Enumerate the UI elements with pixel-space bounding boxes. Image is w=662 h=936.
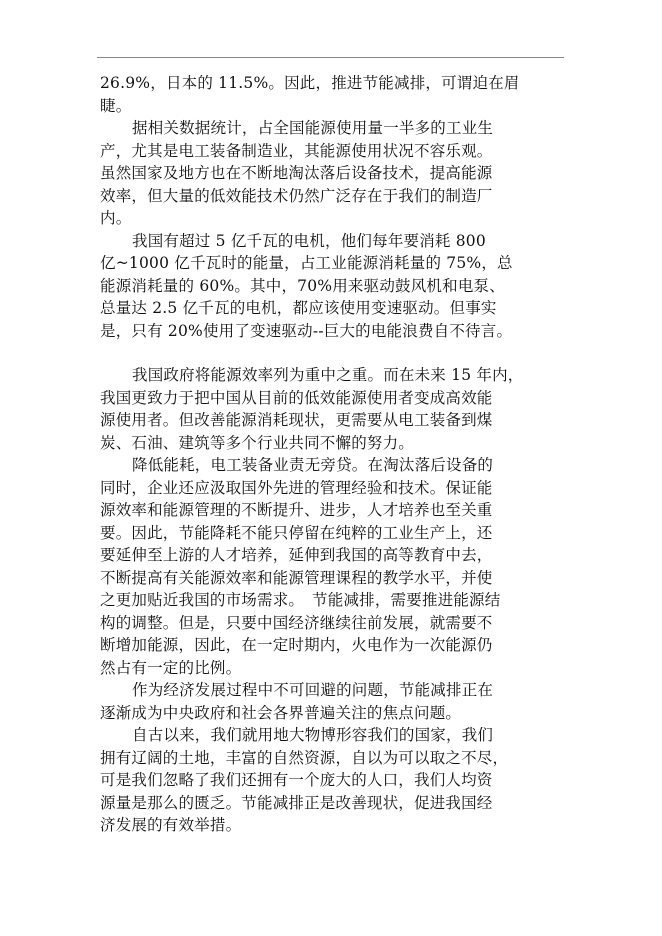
text-line: 不断提高有关能源效率和能源管理课程的教学水平，并使	[100, 568, 493, 587]
text-line: 总量达 2.5 亿千瓦的电机，都应该使用变速驱动。但事实	[100, 299, 497, 317]
text-line: 可是我们忽略了我们还拥有一个庞大的人口，我们人均资	[100, 771, 493, 789]
text-line: 内。	[100, 209, 132, 227]
text-line: 要。因此，节能降耗不能只停留在纯粹的工业生产上，还	[100, 523, 493, 542]
text-line: 构的调整。但是，只要中国经济继续往前发展，就需要不	[100, 613, 493, 632]
text-line: 能源消耗量的 60%。其中，70%用来驱动鼓风机和电泵、	[100, 276, 505, 295]
text-line: 亿~1000 亿千瓦时的能量，占工业能源消耗量的 75%，总	[100, 254, 513, 272]
header-rule	[97, 57, 564, 58]
text-line: 源效率和能源管理的不断提升、进步，人才培养也至关重	[100, 501, 493, 519]
text-line: 拥有辽阔的土地，丰富的自然资源，自以为可以取之不尽，	[100, 748, 509, 767]
text-line: 产，尤其是电工装备制造业，其能源使用状况不容乐观。	[100, 141, 493, 160]
text-line: 要延伸至上游的人才培养，延伸到我国的高等教育中去，	[100, 546, 493, 564]
text-line: 逐渐成为中央政府和社会各界普遍关注的焦点问题。	[100, 703, 462, 722]
text-line: 睫。	[100, 96, 132, 115]
paragraph-start: 自古以来，我们就用地大物博形容我们的国家，我们	[132, 726, 494, 744]
text-line: 是，只有 20%使用了变速驱动--巨大的电能浪费自不待言。	[100, 321, 513, 340]
paragraph-start: 据相关数据统计，占全国能源使用量一半多的工业生	[132, 119, 494, 137]
text-line: 虽然国家及地方也在不断地淘汰落后设备技术，提高能源	[100, 164, 493, 182]
text-line: 断增加能源，因此，在一定时期内，火电作为一次能源仍	[100, 636, 493, 654]
text-line: 26.9%，日本的 11.5%。因此，推进节能减排，可谓迫在眉	[100, 74, 520, 92]
text-line: 我国更致力于把中国从目前的低效能源使用者变成高效能	[100, 388, 493, 407]
text-line: 然占有一定的比例。	[100, 658, 242, 677]
paragraph-gap	[100, 342, 570, 364]
paragraph-start: 降低能耗，电工装备业责无旁贷。在淘汰落后设备的	[132, 456, 494, 474]
document-body	[100, 72, 570, 837]
text-line: 炭、石油、建筑等多个行业共同不懈的努力。	[100, 433, 415, 452]
text-line: 效率，但大量的低效能技术仍然广泛存在于我们的制造厂	[100, 186, 493, 205]
text-line: 济发展的有效举措。	[100, 816, 242, 834]
text-line: 之更加贴近我国的市场需求。 节能减排，需要推进能源结	[100, 591, 501, 609]
text-line: 源使用者。但改善能源消耗现状，更需要从电工装备到煤	[100, 411, 493, 429]
paragraph-start: 我国有超过 5 亿千瓦的电机，他们每年要消耗 800	[132, 231, 486, 250]
paragraph-start: 作为经济发展过程中不可回避的问题，节能减排正在	[132, 681, 494, 699]
paragraph-start: 我国政府将能源效率列为重中之重。而在未来 15 年内，	[132, 366, 524, 384]
text-line: 源量是那么的匮乏。节能减排正是改善现状，促进我国经	[100, 793, 493, 812]
text-line: 同时，企业还应汲取国外先进的管理经验和技术。保证能	[100, 478, 493, 497]
